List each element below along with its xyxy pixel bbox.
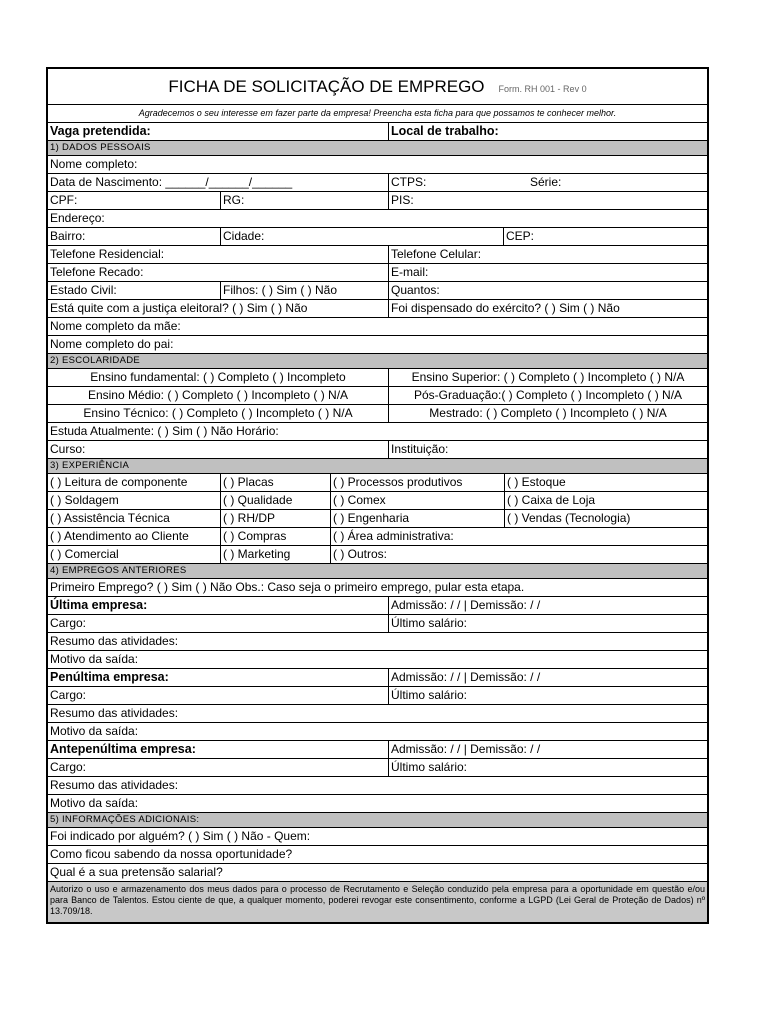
endereco-field[interactable]: Endereço: bbox=[50, 211, 105, 225]
ultima-empresa-field[interactable]: Última empresa: bbox=[50, 598, 148, 612]
exp-checkbox[interactable]: ( ) Área administrativa: bbox=[330, 528, 707, 545]
vaga-field[interactable]: Vaga pretendida: bbox=[50, 124, 151, 138]
quantos-field[interactable]: Quantos: bbox=[388, 282, 707, 299]
salario-field[interactable]: Último salário: bbox=[388, 615, 707, 632]
exercito-field[interactable]: Foi dispensado do exército? ( ) Sim ( ) Não bbox=[388, 300, 707, 317]
exp-checkbox[interactable]: ( ) Comercial bbox=[50, 547, 119, 561]
exp-checkbox[interactable]: ( ) Outros: bbox=[330, 546, 707, 563]
exp-checkbox[interactable]: ( ) Engenharia bbox=[330, 510, 504, 527]
exp-checkbox[interactable]: ( ) RH/DP bbox=[220, 510, 330, 527]
section-escolaridade: 2) ESCOLARIDADE bbox=[48, 354, 707, 369]
exp-checkbox[interactable]: ( ) Caixa de Loja bbox=[504, 492, 707, 509]
mae-field[interactable]: Nome completo da mãe: bbox=[50, 319, 181, 333]
local-field[interactable]: Local de trabalho: bbox=[388, 123, 707, 140]
resumo-field[interactable]: Resumo das atividades: bbox=[50, 634, 179, 648]
tel-rec-field[interactable]: Telefone Recado: bbox=[50, 265, 144, 279]
exp-checkbox[interactable]: ( ) Marketing bbox=[220, 546, 330, 563]
salario-field[interactable]: Último salário: bbox=[388, 687, 707, 704]
nome-field[interactable]: Nome completo: bbox=[50, 157, 138, 171]
pis-field[interactable]: PIS: bbox=[388, 192, 707, 209]
mestrado-field[interactable]: Mestrado: ( ) Completo ( ) Incompleto ( ) N/A bbox=[388, 405, 707, 422]
cidade-field[interactable]: Cidade: bbox=[220, 228, 503, 245]
primeiro-emprego-field[interactable]: Primeiro Emprego? ( ) Sim ( ) Não Obs.: Caso seja o primeiro emprego, pular esta etapa. bbox=[50, 580, 525, 594]
row-vaga bbox=[48, 123, 707, 141]
form-ref: Form. RH 001 - Rev 0 bbox=[498, 84, 587, 94]
superior-field[interactable]: Ensino Superior: ( ) Completo ( ) Incompleto ( ) N/A bbox=[388, 369, 707, 386]
exp-checkbox[interactable]: ( ) Comex bbox=[330, 492, 504, 509]
exp-checkbox[interactable]: ( ) Estoque bbox=[504, 474, 707, 491]
section-experiencia: 3) EXPERIÊNCIA bbox=[48, 459, 707, 474]
motivo-field[interactable]: Motivo da saída: bbox=[50, 652, 139, 666]
form-header bbox=[48, 69, 707, 105]
resumo-field[interactable]: Resumo das atividades: bbox=[50, 778, 179, 792]
antepenultima-empresa-field[interactable]: Antepenúltima empresa: bbox=[50, 742, 196, 756]
cargo-field[interactable]: Cargo: bbox=[50, 688, 87, 702]
section-empregos: 4) EMPREGOS ANTERIORES bbox=[48, 564, 707, 579]
salario-field[interactable]: Último salário: bbox=[388, 759, 707, 776]
exp-checkbox[interactable]: ( ) Assistência Técnica bbox=[50, 511, 170, 525]
filhos-field[interactable]: Filhos: ( ) Sim ( ) Não bbox=[220, 282, 388, 299]
datas-field[interactable]: Admissão: / / | Demissão: / / bbox=[388, 741, 707, 758]
datas-field[interactable]: Admissão: / / | Demissão: / / bbox=[388, 669, 707, 686]
bairro-field[interactable]: Bairro: bbox=[50, 229, 86, 243]
section-dados-pessoais: 1) DADOS PESSOAIS bbox=[48, 141, 707, 156]
motivo-field[interactable]: Motivo da saída: bbox=[50, 724, 139, 738]
estado-civil-field[interactable]: Estado Civil: bbox=[50, 283, 117, 297]
resumo-field[interactable]: Resumo das atividades: bbox=[50, 706, 179, 720]
application-form bbox=[46, 67, 709, 924]
exp-checkbox[interactable]: ( ) Compras bbox=[220, 528, 330, 545]
rg-field[interactable]: RG: bbox=[220, 192, 388, 209]
exp-checkbox[interactable]: ( ) Placas bbox=[220, 474, 330, 491]
penultima-empresa-field[interactable]: Penúltima empresa: bbox=[50, 670, 169, 684]
cargo-field[interactable]: Cargo: bbox=[50, 616, 87, 630]
ctps-field[interactable]: CTPS: bbox=[388, 174, 528, 191]
exp-checkbox[interactable]: ( ) Soldagem bbox=[50, 493, 119, 507]
form-title: FICHA DE SOLICITAÇÃO DE EMPREGO bbox=[168, 77, 485, 96]
cep-field[interactable]: CEP: bbox=[503, 228, 707, 245]
datas-field[interactable]: Admissão: / / | Demissão: / / bbox=[388, 597, 707, 614]
medio-field[interactable]: Ensino Médio: ( ) Completo ( ) Incompleto ( ) N/A bbox=[87, 388, 349, 402]
lgpd-consent-text: Autorizo o uso e armazenamento dos meus dados para o processo de Recrutamento e Seleção conduzido pela empresa para a oportunidade em questão e/ou para Banco de Talentos. Estou ciente de que, a qualquer momento, poderei revogar este consentimento, conforme a LGPD (Lei Geral de Proteção de Dados) nº 13.709/18. bbox=[48, 882, 707, 922]
curso-field[interactable]: Curso: bbox=[50, 442, 86, 456]
eleitoral-field[interactable]: Está quite com a justiça eleitoral? ( ) Sim ( ) Não bbox=[50, 301, 308, 315]
email-field[interactable]: E-mail: bbox=[388, 264, 707, 281]
indicado-field[interactable]: Foi indicado por alguém? ( ) Sim ( ) Não - Quem: bbox=[50, 829, 311, 843]
exp-checkbox[interactable]: ( ) Qualidade bbox=[220, 492, 330, 509]
fundamental-field[interactable]: Ensino fundamental: ( ) Completo ( ) Incompleto bbox=[90, 370, 346, 384]
pos-field[interactable]: Pós-Graduação:( ) Completo ( ) Incompleto ( ) N/A bbox=[388, 387, 707, 404]
exp-checkbox[interactable]: ( ) Leitura de componente bbox=[50, 475, 188, 489]
soube-field[interactable]: Como ficou sabendo da nossa oportunidade? bbox=[50, 847, 293, 861]
cargo-field[interactable]: Cargo: bbox=[50, 760, 87, 774]
serie-field[interactable]: Série: bbox=[530, 175, 562, 189]
estuda-field[interactable]: Estuda Atualmente: ( ) Sim ( ) Não Horário: bbox=[50, 424, 279, 438]
exp-checkbox[interactable]: ( ) Processos produtivos bbox=[330, 474, 504, 491]
instituicao-field[interactable]: Instituição: bbox=[388, 441, 707, 458]
tecnico-field[interactable]: Ensino Técnico: ( ) Completo ( ) Incompleto ( ) N/A bbox=[83, 406, 353, 420]
tel-res-field[interactable]: Telefone Residencial: bbox=[50, 247, 165, 261]
section-informacoes: 5) INFORMAÇÕES ADICIONAIS: bbox=[48, 813, 707, 828]
pai-field[interactable]: Nome completo do pai: bbox=[50, 337, 174, 351]
tel-cel-field[interactable]: Telefone Celular: bbox=[388, 246, 707, 263]
exp-checkbox[interactable]: ( ) Atendimento ao Cliente bbox=[50, 529, 189, 543]
exp-checkbox[interactable]: ( ) Vendas (Tecnologia) bbox=[504, 510, 707, 527]
cpf-field[interactable]: CPF: bbox=[50, 193, 78, 207]
nascimento-field[interactable]: Data de Nascimento: ______/______/______ bbox=[50, 175, 293, 189]
motivo-field[interactable]: Motivo da saída: bbox=[50, 796, 139, 810]
intro-text: Agradecemos o seu interesse em fazer parte da empresa! Preencha esta ficha para que possamos te conhecer melhor. bbox=[48, 105, 707, 123]
pretensao-field[interactable]: Qual é a sua pretensão salarial? bbox=[50, 865, 223, 879]
